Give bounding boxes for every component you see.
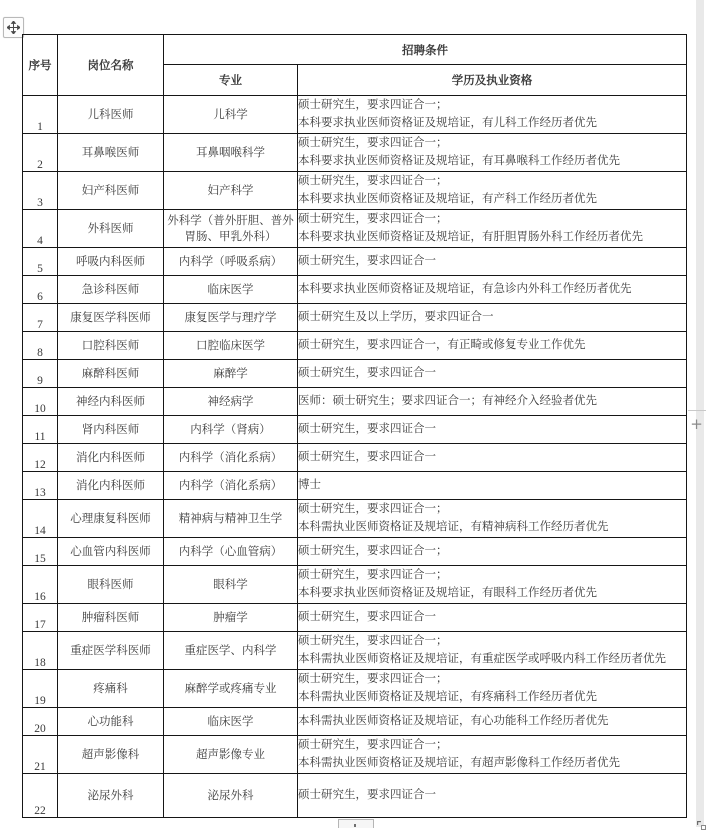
qualification-line: 本科要求执业医师资格证及规培证，有产科工作经历者优先 [298, 192, 597, 205]
position-name[interactable]: 呼吸内科医师 [58, 248, 164, 276]
qualification-line: 硕士研究生，要求四证合一； [298, 569, 448, 581]
table-row [23, 134, 687, 172]
insert-plus-button[interactable]: + [690, 415, 703, 433]
position-name[interactable]: 肿瘤科医师 [58, 604, 164, 632]
position-name[interactable]: 神经内科医师 [58, 388, 164, 416]
qualification-line: 硕士研究生，要求四证合一 [298, 788, 436, 801]
position-name[interactable]: 心血管内科医师 [58, 538, 164, 566]
position-name[interactable]: 妇产科医师 [58, 172, 164, 210]
table-row [23, 566, 687, 604]
row-number[interactable]: 20 [23, 708, 58, 736]
position-name[interactable]: 重症医学科医师 [58, 632, 164, 670]
table-row [23, 472, 687, 500]
qualification[interactable] [298, 566, 687, 604]
qualification-line: 硕士研究生，要求四证合一； [298, 175, 448, 187]
table-header [23, 35, 687, 96]
position-name[interactable]: 心理康复科医师 [58, 500, 164, 538]
row-number[interactable]: 14 [23, 500, 58, 538]
row-number[interactable]: 16 [23, 566, 58, 604]
position-name[interactable]: 肾内科医师 [58, 416, 164, 444]
position-name[interactable]: 儿科医师 [58, 96, 164, 134]
table-row [23, 172, 687, 210]
position-name[interactable]: 耳鼻喉医师 [58, 134, 164, 172]
row-number[interactable]: 19 [23, 670, 58, 708]
qualification[interactable] [298, 210, 687, 248]
row-number[interactable]: 3 [23, 172, 58, 210]
qualification[interactable] [298, 444, 687, 472]
row-number[interactable]: 7 [23, 304, 58, 332]
table-row [23, 736, 687, 774]
table-row [23, 96, 687, 134]
position-name[interactable]: 消化内科医师 [58, 444, 164, 472]
row-number[interactable]: 10 [23, 388, 58, 416]
header-cell-position[interactable]: 岗位名称 [58, 35, 164, 96]
qualification-line: 硕士研究生，要求四证合一 [298, 450, 436, 463]
table-row [23, 670, 687, 708]
position-name[interactable]: 消化内科医师 [58, 472, 164, 500]
table-row [23, 538, 687, 566]
qualification-line: 本科需执业医师资格证及规培证，有精神病科工作经历者优先 [298, 520, 609, 533]
major[interactable]: 泌尿外科 [164, 774, 298, 818]
major[interactable]: 超声影像专业 [164, 736, 298, 774]
qualification-line: 硕士研究生，要求四证合一 [298, 610, 436, 623]
qualification-line: 本科要求执业医师资格证及规培证，有眼科工作经历者优先 [298, 586, 597, 599]
qualification-line: 硕士研究生及以上学历，要求四证合一 [298, 310, 494, 323]
qualification-line: 本科要求执业医师资格证及规培证，有急诊内外科工作经历者优先 [298, 282, 632, 295]
qualification[interactable] [298, 538, 687, 566]
qualification[interactable] [298, 248, 687, 276]
qualification[interactable] [298, 276, 687, 304]
table-row [23, 210, 687, 248]
row-number[interactable]: 18 [23, 632, 58, 670]
qualification[interactable] [298, 500, 687, 538]
row-number[interactable]: 5 [23, 248, 58, 276]
table-row [23, 500, 687, 538]
position-name[interactable]: 康复医学科医师 [58, 304, 164, 332]
major[interactable]: 内科学（消化系病） [164, 444, 298, 472]
row-number[interactable]: 2 [23, 134, 58, 172]
qualification-line: 硕士研究生，要求四证合一； [298, 503, 448, 515]
qualification-line: 硕士研究生，要求四证合一； [298, 673, 448, 685]
qualification[interactable] [298, 360, 687, 388]
row-number[interactable]: 17 [23, 604, 58, 632]
table-body [23, 96, 687, 818]
position-name[interactable]: 麻醉科医师 [58, 360, 164, 388]
major[interactable]: 内科学（呼吸系病） [164, 248, 298, 276]
qualification-line: 本科要求执业医师资格证及规培证，有肝胆胃肠外科工作经历者优先 [298, 230, 643, 243]
qualification-line: 硕士研究生，要求四证合一； [298, 99, 448, 111]
move-arrows-icon [7, 21, 20, 34]
row-number[interactable]: 21 [23, 736, 58, 774]
qualification[interactable] [298, 472, 687, 500]
major[interactable]: 外科学（普外肝胆、普外胃肠、甲乳外科） [164, 210, 298, 248]
major[interactable]: 神经病学 [164, 388, 298, 416]
row-number[interactable]: 22 [23, 774, 58, 818]
qualification[interactable] [298, 604, 687, 632]
major[interactable]: 临床医学 [164, 276, 298, 304]
major[interactable]: 精神病与精神卫生学 [164, 500, 298, 538]
major[interactable]: 肿瘤学 [164, 604, 298, 632]
row-number[interactable]: 9 [23, 360, 58, 388]
row-number[interactable]: 11 [23, 416, 58, 444]
qualification-line: 本科需执业医师资格证及规培证，有重症医学或呼吸内科工作经历者优先 [298, 652, 666, 665]
table-row [23, 360, 687, 388]
qualification[interactable] [298, 304, 687, 332]
table-row [23, 276, 687, 304]
qualification-line: 硕士研究生，要求四证合一，有正畸或修复专业工作优先 [298, 338, 586, 351]
position-name[interactable]: 疼痛科 [58, 670, 164, 708]
table-row [23, 708, 687, 736]
qualification[interactable] [298, 416, 687, 444]
row-number[interactable]: 8 [23, 332, 58, 360]
qualification[interactable] [298, 134, 687, 172]
right-strip-divider [688, 410, 706, 411]
qualification[interactable] [298, 774, 687, 818]
row-number[interactable]: 12 [23, 444, 58, 472]
major[interactable]: 口腔临床医学 [164, 332, 298, 360]
row-number[interactable]: 15 [23, 538, 58, 566]
qualification-line: 硕士研究生，要求四证合一 [298, 366, 436, 379]
major[interactable]: 儿科学 [164, 96, 298, 134]
qualification-line: 本科需执业医师资格证及规培证，有超声影像科工作经历者优先 [298, 756, 620, 769]
qualification-line: 博士 [298, 478, 321, 491]
qualification-line: 医师：硕士研究生；要求四证合一；有神经介入经验者优先 [298, 394, 597, 407]
row-number[interactable]: 6 [23, 276, 58, 304]
position-name[interactable]: 眼科医师 [58, 566, 164, 604]
table-row [23, 774, 687, 818]
qualification[interactable] [298, 708, 687, 736]
qualification-line: 本科要求执业医师资格证及规培证，有儿科工作经历者优先 [298, 116, 597, 129]
qualification[interactable] [298, 172, 687, 210]
recruitment-table [22, 34, 687, 818]
header-cell-conditions[interactable]: 招聘条件 [164, 35, 687, 65]
qualification-line: 硕士研究生，要求四证合一 [298, 254, 436, 267]
major[interactable]: 眼科学 [164, 566, 298, 604]
qualification[interactable] [298, 632, 687, 670]
table-row [23, 444, 687, 472]
qualification-line: 硕士研究生，要求四证合一； [298, 544, 448, 557]
table-row [23, 332, 687, 360]
position-name[interactable]: 口腔科医师 [58, 332, 164, 360]
qualification[interactable] [298, 388, 687, 416]
table-resize-handle-icon[interactable] [697, 817, 706, 826]
qualification-line: 硕士研究生，要求四证合一 [298, 422, 436, 435]
table-row [23, 416, 687, 444]
header-cell-no[interactable]: 序号 [23, 35, 58, 96]
major[interactable]: 康复医学与理疗学 [164, 304, 298, 332]
table-move-handle[interactable] [3, 17, 24, 38]
right-scroll-strip[interactable] [696, 0, 704, 827]
major[interactable]: 妇产科学 [164, 172, 298, 210]
row-number[interactable]: 13 [23, 472, 58, 500]
major[interactable]: 耳鼻咽喉科学 [164, 134, 298, 172]
table-row [23, 632, 687, 670]
qualification[interactable] [298, 96, 687, 134]
position-name[interactable]: 泌尿外科 [58, 774, 164, 818]
major[interactable]: 麻醉学或疼痛专业 [164, 670, 298, 708]
table-row [23, 388, 687, 416]
major[interactable]: 麻醉学 [164, 360, 298, 388]
row-number[interactable]: 1 [23, 96, 58, 134]
major[interactable]: 内科学（心血管病） [164, 538, 298, 566]
qualification[interactable] [298, 670, 687, 708]
position-name[interactable]: 超声影像科 [58, 736, 164, 774]
major[interactable]: 内科学（消化系病） [164, 472, 298, 500]
header-cell-major[interactable]: 专业 [164, 65, 298, 96]
major[interactable]: 内科学（肾病） [164, 416, 298, 444]
qualification-line: 本科要求执业医师资格证及规培证，有耳鼻喉科工作经历者优先 [298, 154, 620, 167]
position-name[interactable]: 外科医师 [58, 210, 164, 248]
qualification-line: 本科需执业医师资格证及规培证，有疼痛科工作经历者优先 [298, 690, 597, 703]
position-name[interactable]: 急诊科医师 [58, 276, 164, 304]
qualification-line: 本科需执业医师资格证及规培证，有心功能科工作经历者优先 [298, 714, 609, 727]
table-row [23, 604, 687, 632]
row-number[interactable]: 4 [23, 210, 58, 248]
header-cell-qualification[interactable]: 学历及执业资格 [298, 65, 687, 96]
qualification-line: 硕士研究生，要求四证合一； [298, 635, 448, 647]
table-row [23, 248, 687, 276]
qualification-line: 硕士研究生，要求四证合一； [298, 739, 448, 751]
major[interactable]: 临床医学 [164, 708, 298, 736]
qualification[interactable] [298, 736, 687, 774]
qualification-line: 硕士研究生，要求四证合一； [298, 213, 448, 225]
qualification[interactable] [298, 332, 687, 360]
major[interactable]: 重症医学、内科学 [164, 632, 298, 670]
qualification-line: 硕士研究生，要求四证合一； [298, 137, 448, 149]
table-row [23, 304, 687, 332]
position-name[interactable]: 心功能科 [58, 708, 164, 736]
